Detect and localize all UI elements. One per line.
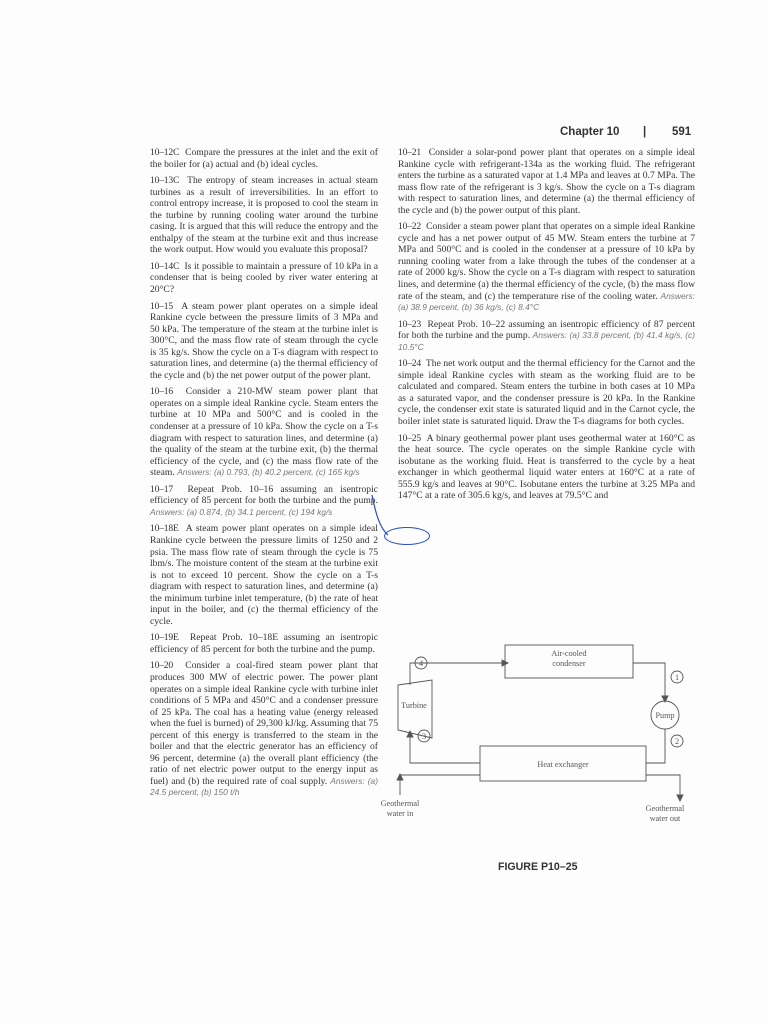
turbine-label: Turbine: [401, 701, 427, 710]
problem-10-20: 10–20 Consider a coal-fired steam power plant that produces 300 MW of electric power. The power plant operates on a simple ideal Rankine cycle with turbine inlet conditions of 5 MPa and 450°C and a condenser pressure of 25 kPa. The coal has a heating value (energy released when the fuel is burned) of 29,300 kJ/kg. Assuming that 75 percent of this energy is transferred to the steam in the boiler and that the electric generator has an efficiency of 96 percent, determine (a) the overall plant efficiency (the ratio of net electric power output to the energy input as fuel) and (b) the required rate of coal supply. Answers: (a) 24.5 percent, (b) 150 t/h: [150, 660, 379, 798]
answer-10-20: Answers: (a) 24.5 percent, (b) 150 t/h: [150, 775, 378, 798]
problem-10-15: 10–15 A steam power plant operates on a simple ideal Rankine cycle between the pressure limits of 3 MPa and 50 kPa. The temperature of the steam at the turbine inlet is 300°C, and the mass flow rate of steam through the cycle is 35 kg/s. Show the cycle on a T-s diagram with respect to saturation lines, and determine (a) the thermal efficiency of the cycle and (b) the net power output of the power plant.: [150, 300, 378, 381]
problem-10-17: 10–17 Repeat Prob. 10–16 assuming an isentropic efficiency of 85 percent for both the turbine and the pump. Answers: (a) 0.874, (b) 34.1 percent, (c) 194 kg/s: [150, 483, 379, 517]
chapter-label: Chapter 10: [560, 126, 620, 138]
answer-10-16: Answers: (a) 0.793, (b) 40.2 percent, (c) 165 kg/s: [177, 467, 360, 478]
geothermal-in-label-line2: water in: [386, 809, 414, 818]
answer-10-17: Answers: (a) 0.874, (b) 34.1 percent, (c) 194 kg/s: [150, 506, 333, 517]
problem-10-14c: 10–14C Is it possible to maintain a pressure of 10 kPa in a condenser that is being cooled by river water entering at 20°C?: [150, 260, 379, 296]
geothermal-out-label-line1: Geothermal: [645, 804, 685, 813]
state-1-label: 1: [674, 673, 680, 682]
state-2-label: 2: [674, 737, 680, 746]
pump-label: Pump: [655, 711, 675, 720]
problem-10-21: 10–21 Consider a solar-pond power plant that operates on a simple ideal Rankine cycle with refrigerant-134a as the working fluid. The refrigerant enters the turbine as a saturated vapor at 1.4 MPa and leaves at 0.7 MPa. The mass flow rate of the refrigerant is 3 kg/s. Show the cycle on a T-s diagram with respect to saturation lines, and determine (a) the thermal efficiency of the cycle and (b) the power output of this plant.: [398, 147, 695, 216]
condenser-label-line1: Air-cooled: [551, 649, 587, 658]
problem-10-13c: 10–13C The entropy of steam increases in actual steam turbines as a result of irreversibilities. In an effort to control entropy increase, it is proposed to cool the steam in the turbine by running cooling water around the turbine casing. It is argued that this will reduce the entropy and the enthalpy of the steam at the turbine exit and thus increase the work output. How would you evaluate this proposal?: [150, 175, 378, 256]
answer-10-23: Answers: (a) 33.8 percent, (b) 41.4 kg/s, (c) 10.5°C: [398, 330, 695, 352]
heat-exchanger-label: Heat exchanger: [537, 760, 589, 769]
figure-caption: FIGURE P10–25: [498, 861, 578, 873]
header-separator: |: [643, 126, 647, 138]
geothermal-plant-schematic: [380, 640, 710, 840]
problem-10-22: 10–22 Consider a steam power plant that operates on a simple ideal Rankine cycle and has a net power output of 45 MW. Steam enters the turbine at 7 MPa and 500°C and is cooled in the condenser at a pressure of 10 kPa by running cooling water from a lake through the tubes of the condenser at a rate of 2000 kg/s. Show the cycle on a T-s diagram with respect to saturation lines, and determine (a) the thermal efficiency of the cycle, (b) the mass flow rate of the steam, and (c) the temperature rise of the cooling water. Answers: (a) 38.9 percent, (b) 36 kg/s, (c) 8.4°C: [398, 221, 696, 313]
answer-10-22: Answers: (a) 38.9 percent, (b) 36 kg/s, (c) 8.4°C: [398, 290, 695, 313]
state-4-label: 4: [418, 659, 424, 668]
problem-10-24: 10–24 The net work output and the thermal efficiency for the Carnot and the simple ideal Rankine cycles with steam as the working fluid are to be calculated and compared. Steam enters the turbine in both cases at 10 MPa as a saturated vapor, and the condenser pressure is 20 kPa. In the Rankine cycle, the condenser exit state is saturated liquid and in the Carnot cycle, the boiler inlet state is saturated liquid. Draw the T-s diagrams for both cycles.: [398, 358, 695, 428]
problem-10-23: 10–23 Repeat Prob. 10–22 assuming an isentropic efficiency of 87 percent for both the turbine and the pump. Answers: (a) 33.8 percent, (b) 41.4 kg/s, (c) 10.5°C: [398, 318, 695, 352]
state-3-label: 3: [421, 732, 427, 741]
problem-10-16: 10–16 Consider a 210-MW steam power plant that operates on a simple ideal Rankine cycle. Steam enters the turbine at 10 MPa and 500°C and is cooled in the condenser at a pressure of 10 kPa. Show the cycle on a T-s diagram with respect to saturation lines, and determine (a) the quality of the steam at the turbine exit, (b) the thermal efficiency of the cycle, and (c) the mass flow rate of the steam. Answers: (a) 0.793, (b) 40.2 percent, (c) 165 kg/s: [150, 386, 378, 479]
problem-10-12c: 10–12C Compare the pressures at the inlet and the exit of the boiler for (a) actual and (b) ideal cycles.: [150, 147, 378, 170]
problem-10-18e: 10–18E A steam power plant operates on a simple ideal Rankine cycle between the pressure limits of 1250 and 2 psia. The mass flow rate of steam through the cycle is 75 lbm/s. The moisture content of the steam at the turbine exit is not to exceed 10 percent. Show the cycle on a T-s diagram with respect to saturation lines, and determine (a) the minimum turbine inlet temperature, (b) the rate of heat input in the boiler, and (c) the thermal efficiency of the cycle.: [150, 523, 378, 627]
problem-10-19e: 10–19E Repeat Prob. 10–18E assuming an isentropic efficiency of 85 percent for both the turbine and the pump.: [150, 632, 378, 655]
geothermal-out-label-line2: water out: [649, 814, 681, 823]
page-number: 591: [672, 126, 692, 138]
condenser-label-line2: condenser: [552, 659, 586, 668]
geothermal-in-label-line1: Geothermal: [380, 799, 420, 808]
problem-10-25: 10–25 A binary geothermal power plant uses geothermal water at 160°C as the heat source. The cycle operates on the simple Rankine cycle with isobutane as the working fluid. Heat is transferred to the cycle by a heat exchanger in which geothermal liquid water enters at 160°C at a rate of 555.9 kg/s and leaves at 90°C. Isobutane enters the turbine at 3.25 MPa and 147°C at a rate of 305.6 kg/s, and leaves at 79.5°C and: [398, 432, 695, 502]
